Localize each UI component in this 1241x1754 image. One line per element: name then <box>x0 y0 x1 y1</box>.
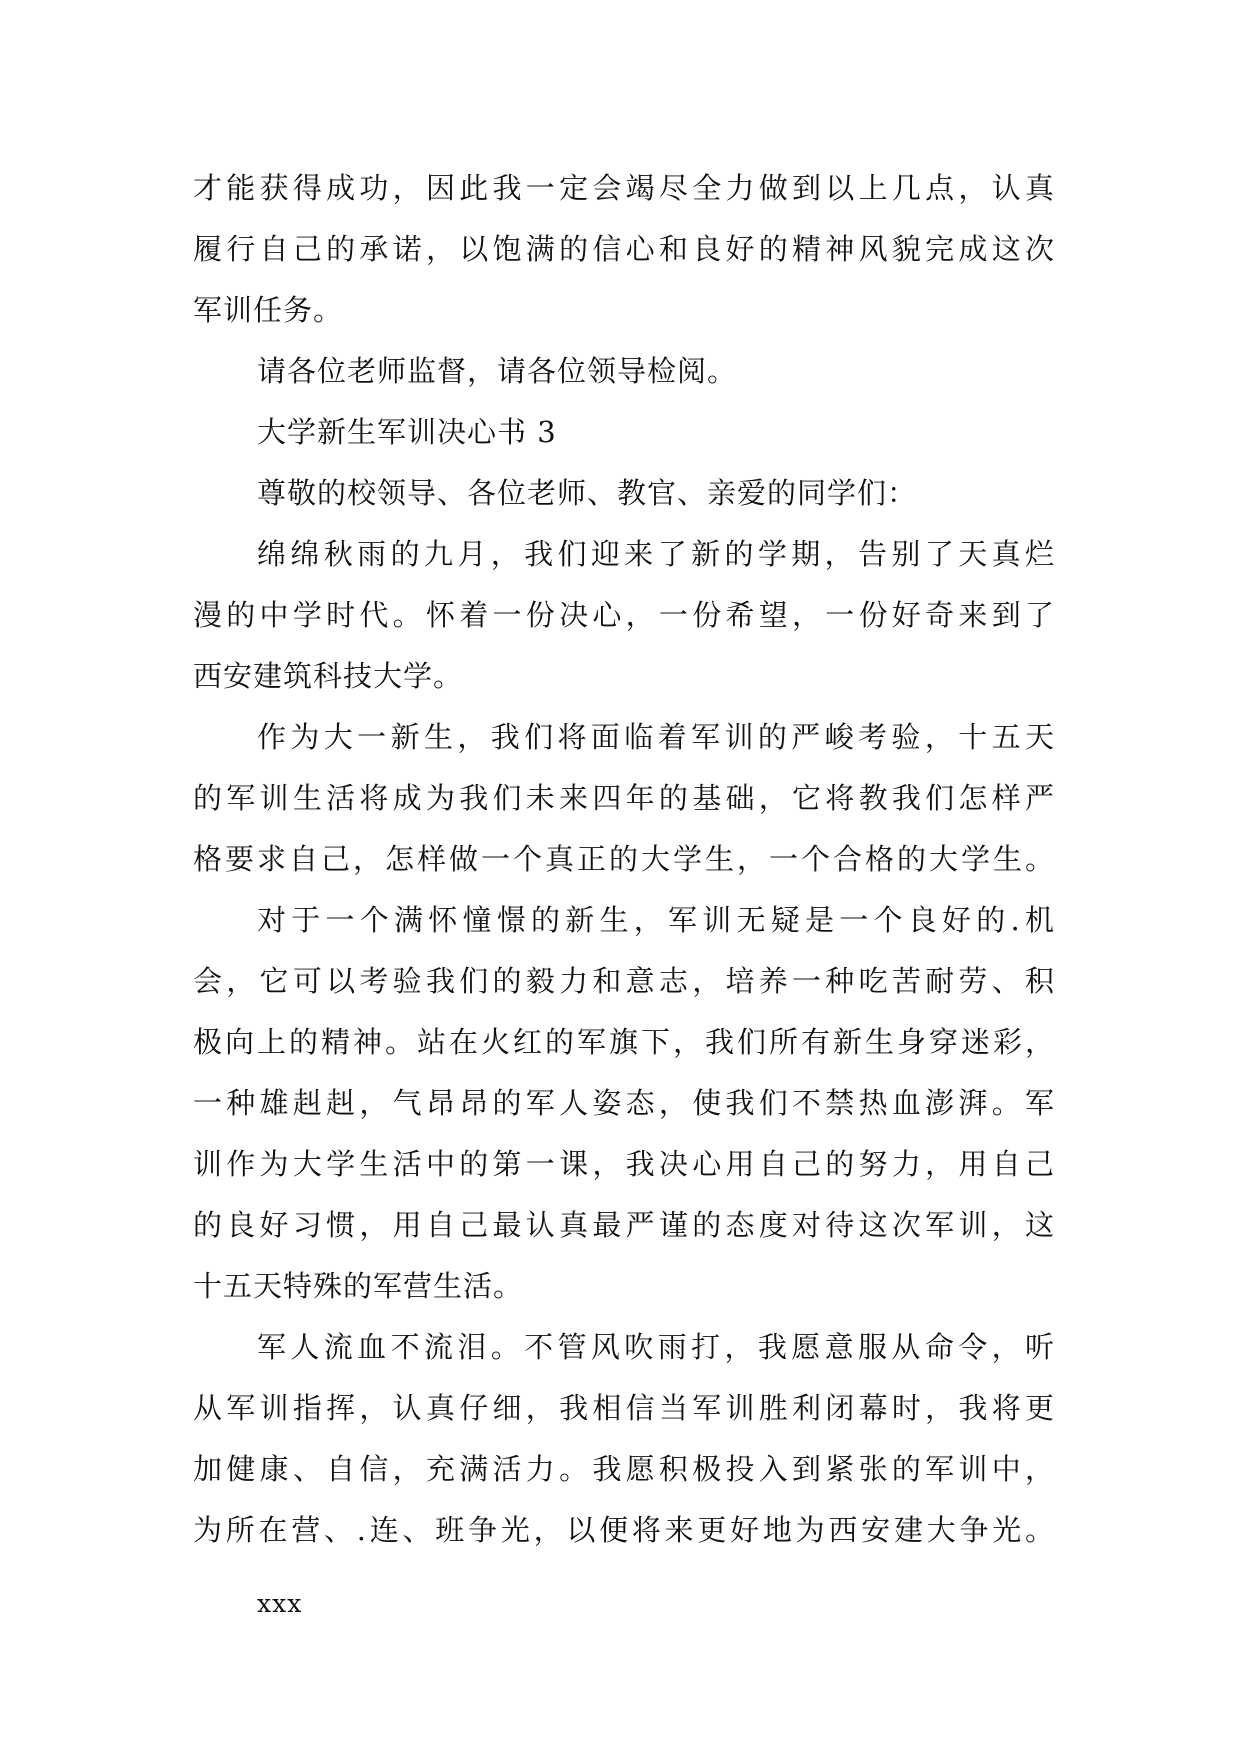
paragraph-continuation <box>193 158 1055 341</box>
text-line: 绵绵秋雨的九月，我们迎来了新的学期，告别了天真烂 <box>257 537 1055 571</box>
text-line: 加健康、自信，充满活力。我愿积极投入到紧张的军训中， <box>193 1452 1055 1486</box>
text-line: 一种雄赳赳，气昂昂的军人姿态，使我们不禁热血澎湃。军 <box>193 1086 1055 1120</box>
paragraph-resolve <box>193 1317 1055 1561</box>
section-title <box>193 402 1055 463</box>
text-line: 履行自己的承诺，以饱满的信心和良好的精神风貌完成这次 <box>193 232 1055 266</box>
text-line: 十五天特殊的军营生活。 <box>193 1269 524 1303</box>
text-line: 极向上的精神。站在火红的军旗下，我们所有新生身穿迷彩， <box>193 1025 1055 1059</box>
paragraph-freshman <box>193 707 1055 890</box>
text-line: 作为大一新生，我们将面临着军训的严峻考验，十五天 <box>257 720 1055 754</box>
paragraph-request <box>193 341 1055 402</box>
document-body <box>193 158 1055 1629</box>
salutation-text: 尊敬的校领导、各位老师、教官、亲爱的同学们： <box>257 476 918 510</box>
signature: xxx <box>257 1589 303 1618</box>
text-line: 格要求自己，怎样做一个真正的大学生，一个合格的大学生。 <box>193 842 1055 876</box>
text-line: 西安建筑科技大学。 <box>193 659 464 693</box>
paragraph-intro <box>193 524 1055 707</box>
text-line: 才能获得成功，因此我一定会竭尽全力做到以上几点，认真 <box>193 171 1055 205</box>
text-line: 的良好习惯，用自己最认真最严谨的态度对待这次军训，这 <box>193 1208 1055 1242</box>
section-title-text: 大学新生军训决心书 3 <box>257 415 557 449</box>
text-line: 为所在营、.连、班争光，以便将来更好地为西安建大争光。 <box>193 1513 1055 1547</box>
text-line: 军训任务。 <box>193 293 344 327</box>
text-line: 军人流血不流泪。不管风吹雨打，我愿意服从命令，听 <box>257 1330 1055 1364</box>
text-line: 训作为大学生活中的第一课，我决心用自己的努力，用自己 <box>193 1147 1055 1181</box>
paragraph-opportunity <box>193 890 1055 1317</box>
text-line: 会，它可以考验我们的毅力和意志，培养一种吃苦耐劳、积 <box>193 964 1055 998</box>
text-line: 漫的中学时代。怀着一份决心，一份希望，一份好奇来到了 <box>193 598 1055 632</box>
text-line: 对于一个满怀憧憬的新生，军训无疑是一个良好的.机 <box>257 903 1055 937</box>
salutation <box>193 463 1055 524</box>
text-line: 请各位老师监督，请各位领导检阅。 <box>257 354 738 388</box>
text-line: 的军训生活将成为我们未来四年的基础，它将教我们怎样严 <box>193 781 1055 815</box>
text-line: 从军训指挥，认真仔细，我相信当军训胜利闭幕时，我将更 <box>193 1391 1055 1425</box>
